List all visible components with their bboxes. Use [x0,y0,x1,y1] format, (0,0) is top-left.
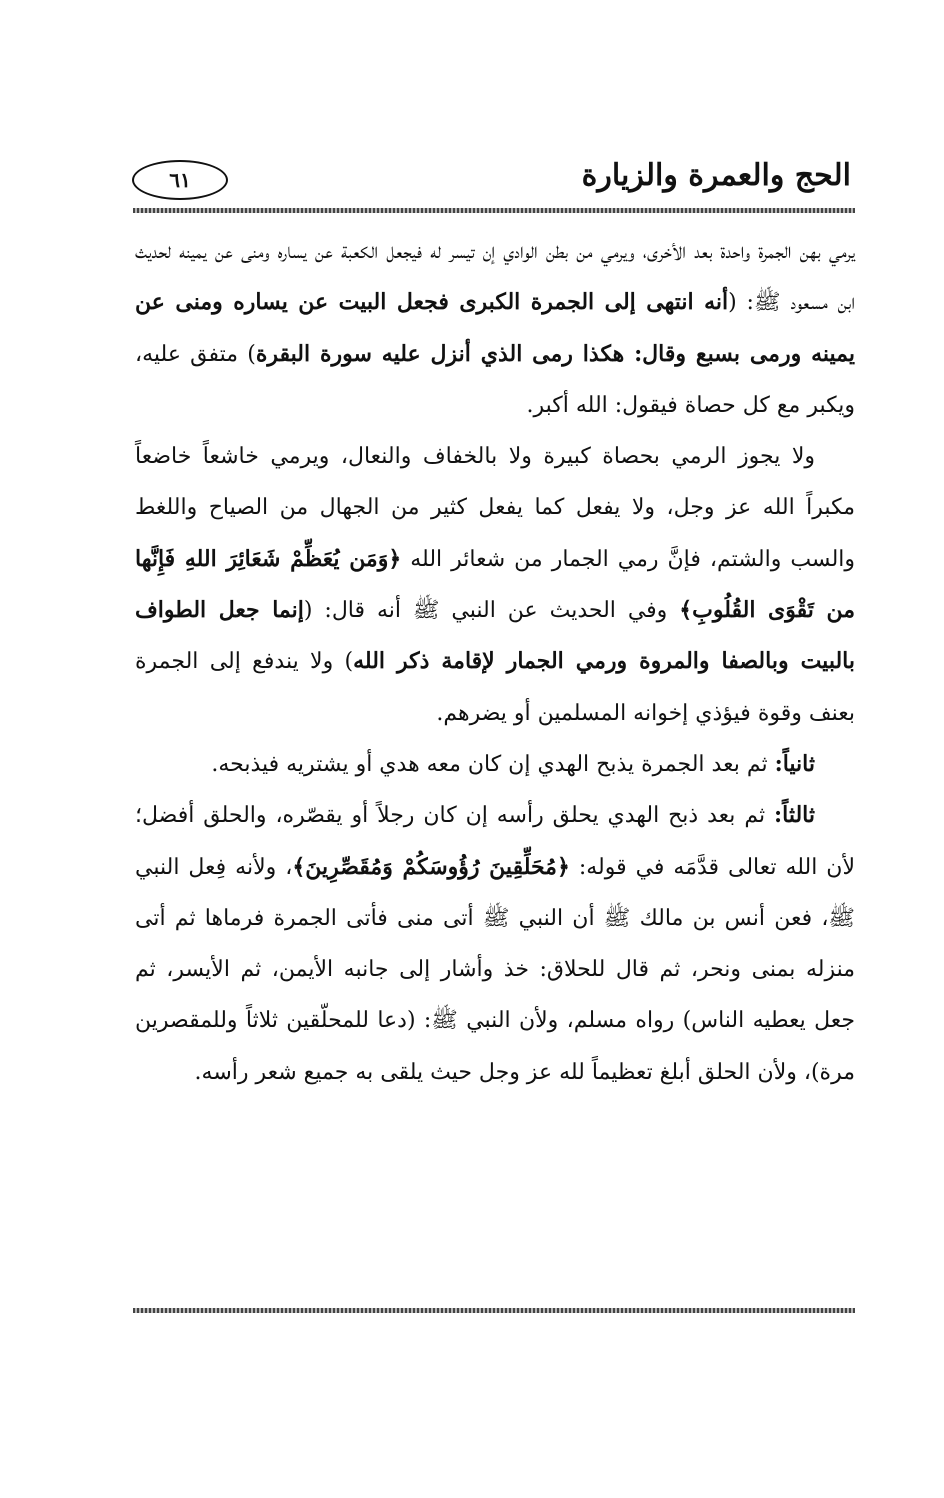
text-run: ثم بعد ذبح الهدي يحلق رأسه إن كان رجلاً أو يقصّره، والحلق أفضل؛ لأن الله تعالى قدَّمَه في قوله: [135,803,856,880]
page-number-badge: ٦١ [132,160,228,200]
body-text [135,226,855,1098]
section-label: ثالثاً: [774,802,815,829]
quran-verse: ﴿مُحَلِّقِينَ رُؤُوسَكُمْ وَمُقَصِّرِينَ﴾ [292,853,570,880]
section-label: ثانياً: [774,750,815,777]
quran-verse: ﴿وَمَن يُعَظِّمْ شَعَائِرَ اللهِ فَإِنَّها من تَقْوَى القُلُوبِ﴾ [135,545,855,624]
paragraph [135,790,855,1098]
hadith-quote: إنما جعل الطواف بالبيت وبالصفا والمروة ورمي الجمار لإقامة ذكر الله [135,597,855,675]
text-run: وفي الحديث عن النبي ﷺ أنه قال: ( [303,598,680,624]
header-rule [133,208,855,213]
paragraph [135,739,855,790]
text-run: ) متفق عليه، ويكبر مع كل حصاة فيقول: الله أكبر. [135,341,855,418]
hadith-quote: أنه انتهى إلى الجمرة الكبرى فجعل البيت عن يساره ومنى عن يمينه ورمى بسبع وقال: هكذا رمى الذي أنزل عليه سورة البقرة [135,289,855,367]
running-title: الحج والعمرة والزيارة [581,158,851,193]
text-run: ولا يجوز الرمي بحصاة كبيرة ولا بالخفاف والنعال، ويرمي خاشعاً خاضعاً مكبراً الله عز وجل، ولا يفعل كما يفعل كثير من الجهال من الصياح واللغط والسب والشتم، فإنَّ رمي الجمار من شعائر الله [135,444,856,572]
text-run: ) ولا يندفع إلى الجمرة بعنف وقوة فيؤذي إخوانه المسلمين أو يضرهم. [135,649,855,726]
footer-rule [133,1308,855,1313]
page-header [130,150,855,208]
text-run: ، ولأنه فِعل النبي ﷺ، فعن أنس بن مالك ﷺ أن النبي ﷺ أتى منى فأتى الجمرة فرماها ثم أتى منزله بمنى ونحر، ثم قال للحلاق: خذ وأشار إلى جانبه الأيمن، ثم الأيسر، ثم جعل يعطيه الناس) رواه مسلم، ولأن النبي ﷺ: (دعا للمحلّقين ثلاثاً وللمقصرين مرة)، ولأن الحلق أبلغ تعظيماً لله عز وجل حيث يلقى به جميع شعر رأسه. [135,854,855,1085]
paragraph [135,226,855,431]
paragraph [135,431,855,739]
text-run: ثم بعد الجمرة يذبح الهدي إن كان معه هدي أو يشتريه فيذبحه. [211,751,775,777]
text-run: يرمي بهن الجمرة واحدة بعد الأخرى، ويرمي من بطن الوادي إن تيسر له فيجعل الكعبة عن يساره ومنى عن يمينه لحديث ابن مسعود ﷺ: ( [135,239,855,316]
